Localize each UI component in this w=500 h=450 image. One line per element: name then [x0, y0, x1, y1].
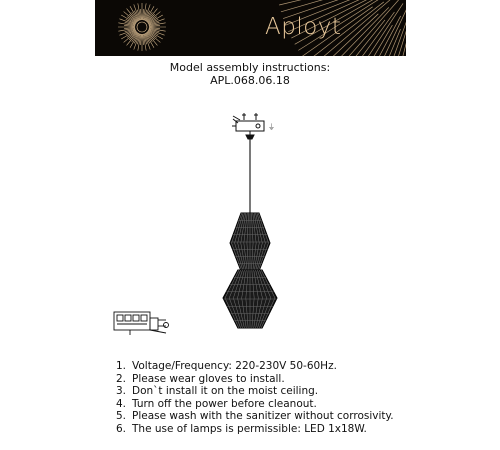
instruction-text: Voltage/Frequency: 220-230V 50-60Hz. [132, 360, 337, 372]
brand-logo-text: Aployt [265, 14, 342, 40]
instruction-text: Please wear gloves to install. [132, 372, 285, 385]
instruction-text: Turn off the power before cleanout. [132, 397, 317, 410]
instruction-number: 6. [116, 422, 127, 435]
instruction-text: The use of lamps is permissible: LED 1x18W. [132, 422, 367, 435]
instruction-item [116, 385, 394, 398]
instruction-number: 4. [116, 397, 127, 410]
wiring-terminal-icon [114, 312, 169, 335]
instruction-item [116, 398, 394, 411]
instruction-number: 5. [116, 410, 127, 422]
instruction-number: 2. [116, 372, 127, 385]
ceiling-mount-icon [232, 113, 275, 139]
document-title: Model assembly instructions: [169, 61, 331, 74]
svg-text:⏚: ⏚ [268, 123, 275, 131]
instruction-item [116, 423, 394, 436]
instructions-list [116, 360, 394, 435]
pendant-lamp-icon [223, 213, 277, 328]
instruction-number: 1. [116, 360, 127, 372]
instruction-text: Please wash with the sanitizer without corrosivity. [132, 410, 394, 422]
instruction-item [116, 373, 394, 386]
instruction-number: 3. [116, 385, 127, 397]
instruction-item [116, 410, 394, 423]
model-number: APL.068.06.18 [210, 74, 290, 87]
instruction-item [116, 360, 394, 373]
instruction-text: Don`t install it on the moist ceiling. [132, 385, 319, 397]
